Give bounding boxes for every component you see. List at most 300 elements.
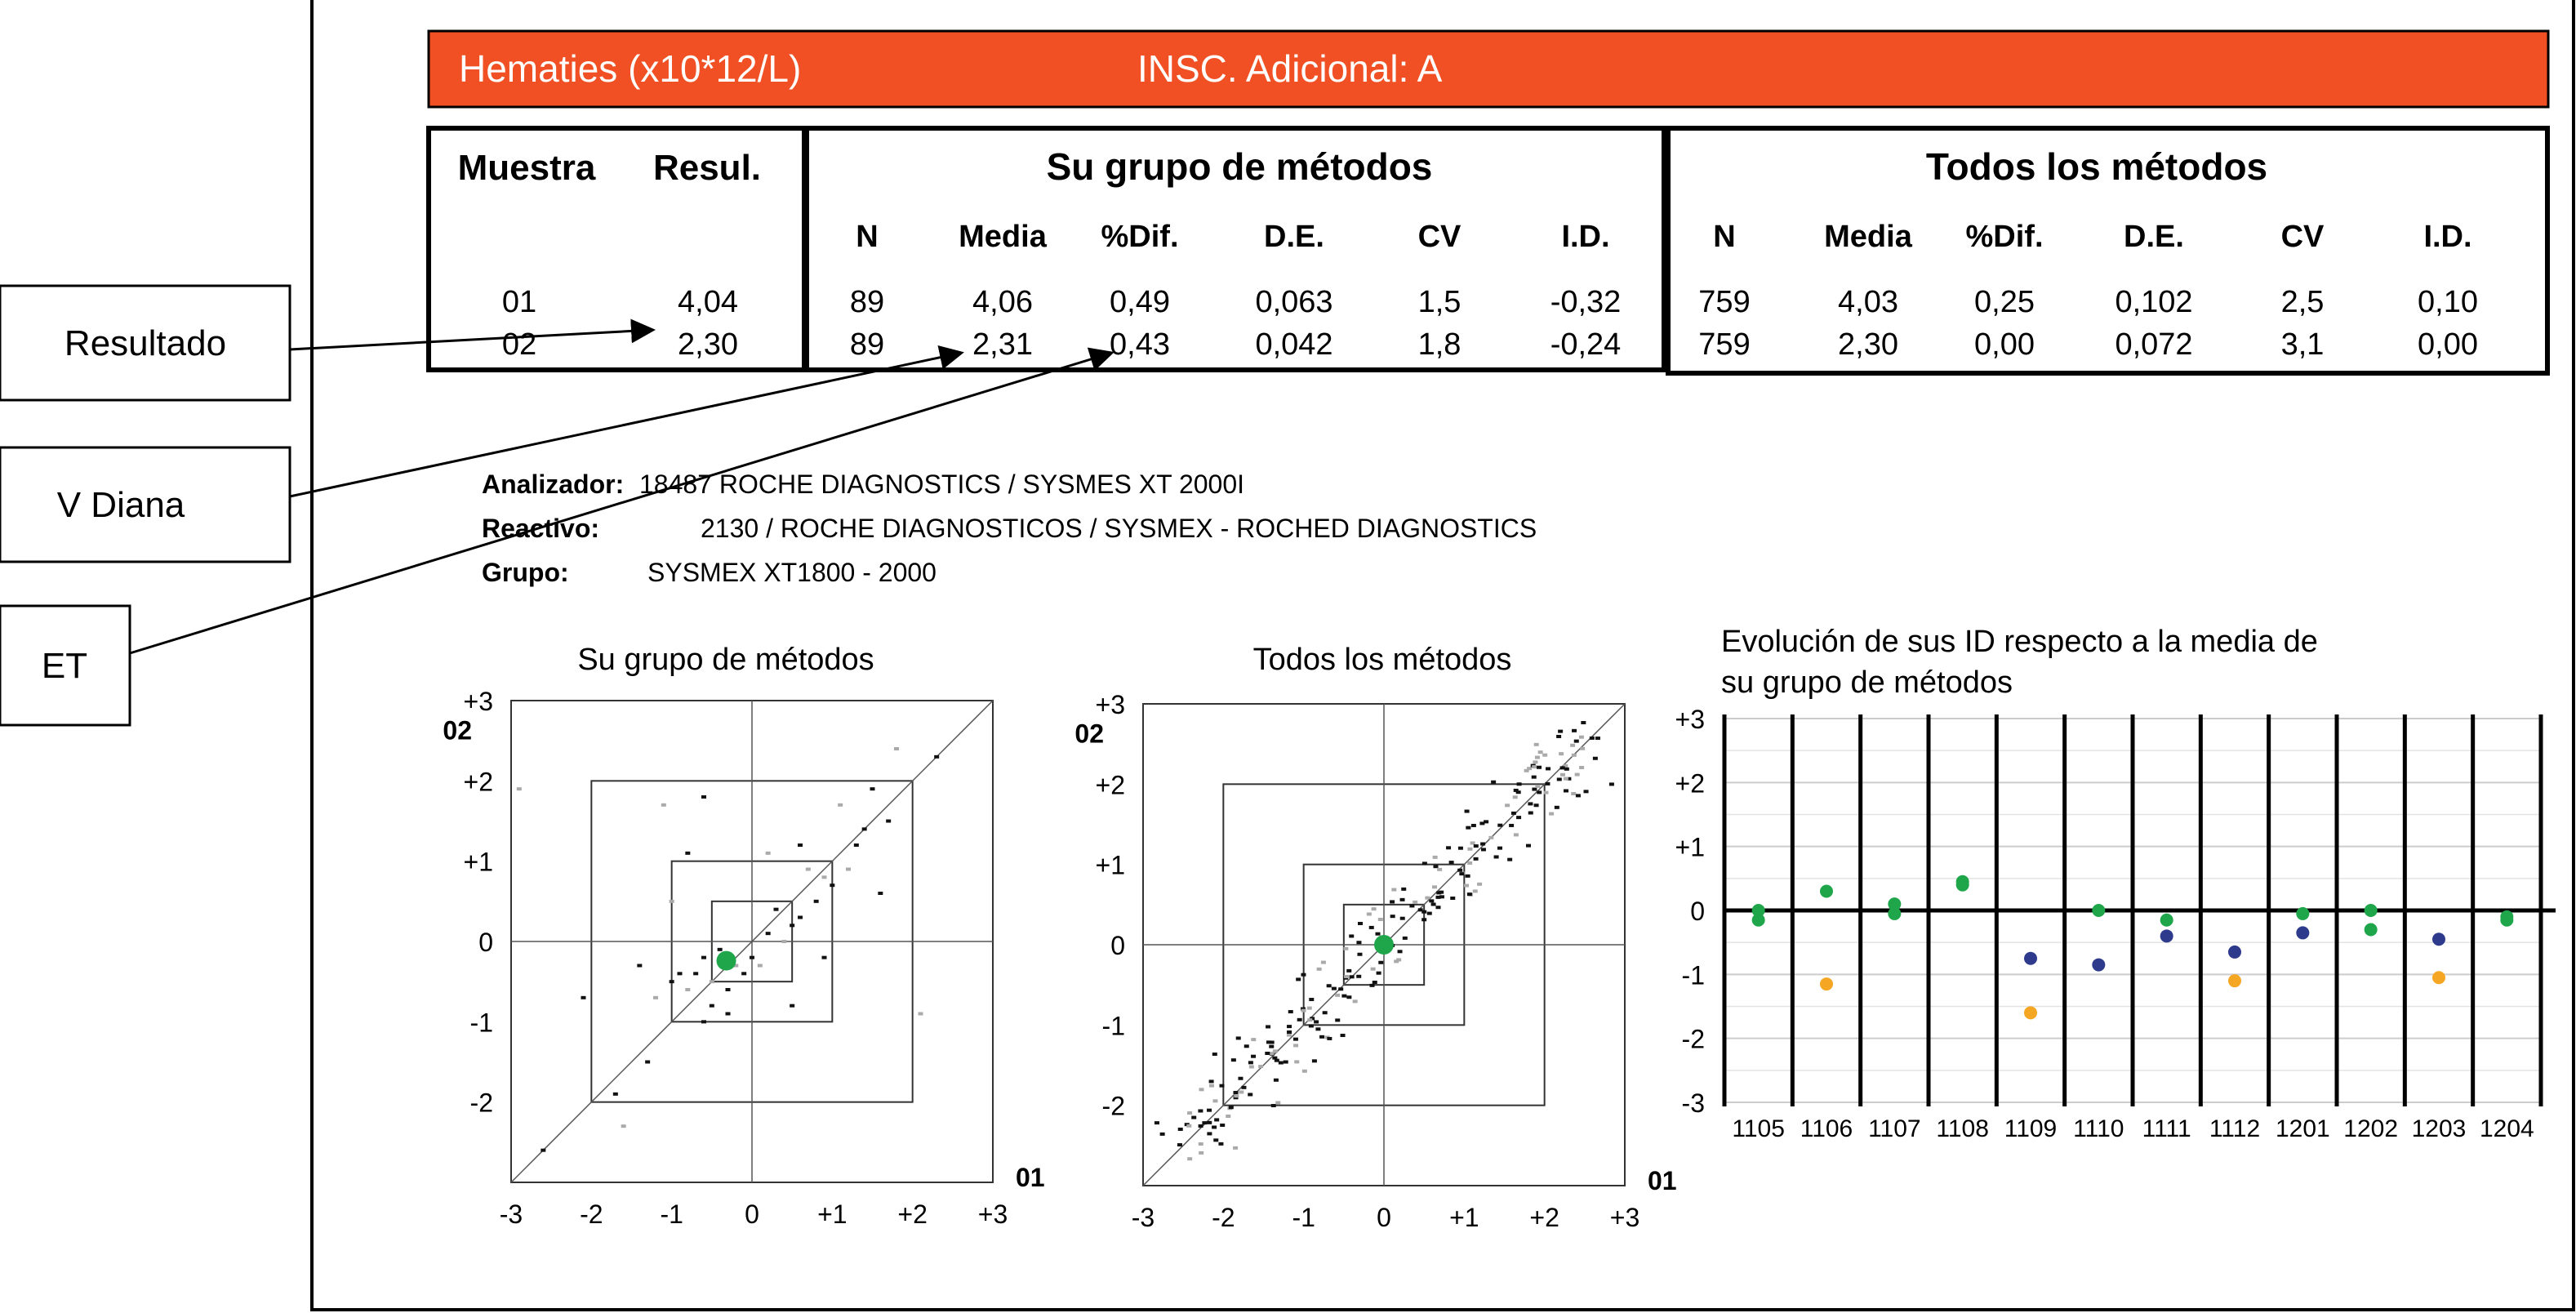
chart-evolucion bbox=[1675, 705, 2556, 1142]
chart2-point bbox=[1394, 959, 1399, 963]
chart2-point bbox=[1191, 1116, 1196, 1119]
chart1-point bbox=[806, 868, 811, 871]
chart3-point-green bbox=[2365, 904, 2378, 917]
chart2-point bbox=[1248, 1061, 1253, 1064]
chart1-point bbox=[701, 956, 706, 959]
chart2-point bbox=[1580, 747, 1585, 750]
chart2-point bbox=[1509, 824, 1514, 827]
chart2-result-point bbox=[1374, 935, 1394, 955]
chart3-point-green bbox=[2365, 924, 2378, 937]
all-table-cells bbox=[1698, 220, 2478, 362]
chart2-point bbox=[1309, 1024, 1314, 1027]
chart2-point bbox=[1477, 883, 1482, 886]
chart2-point bbox=[1564, 777, 1568, 781]
group-cell-1-0: 89 bbox=[849, 327, 885, 362]
chart1-point bbox=[726, 1013, 731, 1016]
chart1-ytick-2: +1 bbox=[463, 847, 493, 877]
chart1-xtick-2: -1 bbox=[660, 1200, 683, 1229]
callout-v-diana: V Diana bbox=[56, 485, 185, 525]
chart2-point bbox=[1470, 841, 1475, 844]
chart2-point bbox=[1198, 1109, 1203, 1112]
chart1-ylabel: 02 bbox=[443, 715, 472, 746]
chart2-point bbox=[1401, 888, 1406, 891]
chart2-point bbox=[1528, 802, 1533, 805]
chart2-point bbox=[1546, 767, 1550, 770]
chart2-point bbox=[1491, 781, 1496, 784]
chart2-point bbox=[1390, 915, 1395, 918]
chart2-point bbox=[1514, 833, 1519, 836]
chart1-point bbox=[701, 1020, 706, 1023]
chart1-ytick-4: -1 bbox=[469, 1008, 493, 1038]
chart2-point bbox=[1319, 1035, 1324, 1039]
chart2-point bbox=[1584, 790, 1589, 793]
chart1-point bbox=[517, 787, 522, 790]
chart1-ytick-3: 0 bbox=[478, 928, 493, 957]
chart2-point bbox=[1488, 836, 1493, 839]
header-muestra: Muestra bbox=[457, 148, 596, 188]
chart2-point bbox=[1403, 937, 1408, 940]
grupo-value: SYSMEX XT1800 - 2000 bbox=[647, 558, 937, 587]
chart2-point bbox=[1226, 1115, 1230, 1118]
chart2-point bbox=[1439, 895, 1444, 898]
chart2-point bbox=[1421, 918, 1426, 921]
chart2-point bbox=[1212, 1053, 1217, 1056]
chart2-point bbox=[1560, 766, 1565, 769]
chart1-result-point bbox=[717, 951, 736, 971]
chart2-point bbox=[1372, 907, 1377, 910]
chart2-ytick-3: 0 bbox=[1110, 931, 1125, 960]
chart2-point bbox=[1287, 1030, 1292, 1034]
all-header-3: D.E. bbox=[2124, 220, 2184, 254]
chart2-point bbox=[1346, 969, 1351, 973]
chart3-point-green bbox=[2500, 914, 2513, 927]
chart2-point bbox=[1538, 750, 1543, 754]
chart1-xtick-5: +2 bbox=[897, 1200, 928, 1229]
chart3-point-blue bbox=[2160, 929, 2173, 942]
analizador-value: 18487 ROCHE DIAGNOSTICS / SYSMES XT 2000I bbox=[639, 470, 1245, 499]
chart2-point bbox=[1238, 1077, 1243, 1080]
all-cell-0-2: 0,25 bbox=[1974, 285, 2035, 319]
chart2-point bbox=[1236, 1036, 1241, 1039]
chart2-xtick-0: -3 bbox=[1131, 1203, 1155, 1232]
chart1-xtick-6: +3 bbox=[977, 1200, 1008, 1229]
chart1-title: Su grupo de métodos bbox=[577, 643, 874, 677]
chart1-ytick-0: +3 bbox=[463, 687, 493, 716]
all-cell-0-3: 0,102 bbox=[2115, 285, 2193, 319]
chart2-point bbox=[1265, 1052, 1270, 1055]
chart2-point bbox=[1349, 934, 1354, 937]
all-cell-1-1: 2,30 bbox=[1838, 327, 1898, 362]
all-cell-0-1: 4,03 bbox=[1838, 285, 1898, 319]
chart2-point bbox=[1233, 1146, 1238, 1150]
chart3-xtick-1105: 1105 bbox=[1732, 1115, 1785, 1142]
chart1-point bbox=[741, 972, 746, 975]
group-cell-0-0: 89 bbox=[849, 285, 885, 319]
chart3-point-green bbox=[2296, 907, 2309, 920]
chart1-point bbox=[710, 1004, 714, 1008]
chart1-xtick-1: -2 bbox=[580, 1200, 603, 1229]
group-header-0: N bbox=[856, 220, 879, 254]
chart1-xtick-4: +1 bbox=[817, 1200, 848, 1229]
chart2-point bbox=[1274, 1079, 1279, 1082]
chart2-point bbox=[1332, 987, 1337, 990]
chart2-point bbox=[1555, 806, 1559, 809]
chart1-ytick-5: -2 bbox=[469, 1088, 493, 1118]
chart2-point bbox=[1378, 961, 1383, 964]
chart2-point bbox=[1327, 1037, 1332, 1040]
group-header-4: CV bbox=[1417, 220, 1462, 254]
chart2-point bbox=[1378, 918, 1383, 921]
chart3-xtick-1108: 1108 bbox=[1936, 1115, 1989, 1142]
chart2-point bbox=[1457, 869, 1462, 872]
all-cell-0-4: 2,5 bbox=[2280, 285, 2325, 319]
all-cell-1-2: 0,00 bbox=[1974, 327, 2035, 362]
all-header-1: Media bbox=[1824, 220, 1912, 254]
group-cell-1-2: 0,43 bbox=[1110, 327, 1170, 362]
chart2-point bbox=[1341, 995, 1346, 998]
chart2-point bbox=[1466, 875, 1470, 878]
chart3-point-green bbox=[1820, 885, 1833, 898]
chart2-point bbox=[1343, 947, 1348, 950]
chart2-point bbox=[1370, 984, 1375, 987]
chart3-ytick-1: +2 bbox=[1675, 768, 1705, 799]
chart2-point bbox=[1418, 908, 1423, 911]
chart2-point bbox=[1248, 1093, 1252, 1096]
chart2-point bbox=[1341, 1034, 1346, 1037]
chart1-point bbox=[830, 883, 834, 887]
chart2-point bbox=[1400, 898, 1405, 901]
grupo-label: Grupo: bbox=[482, 558, 569, 587]
chart1-point bbox=[790, 1004, 794, 1008]
chart2-point bbox=[1557, 777, 1562, 781]
chart1-point bbox=[750, 956, 754, 959]
chart1-point bbox=[790, 924, 794, 927]
chart2-xtick-2: -1 bbox=[1292, 1203, 1315, 1232]
chart3-point-orange bbox=[2024, 1006, 2037, 1019]
chart2-point bbox=[1356, 975, 1361, 978]
chart1-point bbox=[670, 980, 674, 983]
chart2-point bbox=[1371, 968, 1376, 971]
chart2-point bbox=[1400, 917, 1405, 920]
chart2-point bbox=[1535, 785, 1540, 788]
chart2-point bbox=[1209, 1084, 1214, 1088]
chart2-point bbox=[1436, 891, 1441, 894]
chart2-ytick-5: -2 bbox=[1101, 1091, 1125, 1121]
chart2-point bbox=[1432, 885, 1437, 888]
chart3-xtick-1109: 1109 bbox=[2004, 1115, 2058, 1142]
chart3-point-green bbox=[1752, 914, 1765, 927]
reactivo-value: 2130 / ROCHE DIAGNOSTICOS / SYSMEX - ROCHED DIAGNOSTICS bbox=[701, 514, 1537, 543]
chart2-point bbox=[1466, 826, 1470, 830]
chart2-point bbox=[1532, 765, 1537, 768]
chart3-title-line1: Evolución de sus ID respecto a la media de bbox=[1721, 625, 2318, 659]
chart2-point bbox=[1516, 816, 1521, 819]
chart3-ytick-6: -3 bbox=[1681, 1088, 1705, 1118]
chart1-point bbox=[854, 843, 859, 847]
all-cell-0-5: 0,10 bbox=[2418, 285, 2478, 319]
chart2-point bbox=[1558, 730, 1563, 733]
chart2-point bbox=[1528, 812, 1533, 815]
chart2-xtick-3: 0 bbox=[1377, 1203, 1391, 1232]
chart2-point bbox=[1327, 984, 1332, 987]
chart1-xtick-3: 0 bbox=[745, 1200, 759, 1229]
chart2-point bbox=[1367, 912, 1372, 915]
chart2-point bbox=[1218, 1142, 1223, 1146]
chart2-point bbox=[1537, 766, 1542, 769]
chart1-point bbox=[718, 948, 723, 951]
group-cell-1-1: 2,31 bbox=[972, 327, 1033, 362]
chart2-point bbox=[1534, 803, 1539, 807]
chart3-point-green bbox=[2092, 904, 2105, 917]
chart2-point bbox=[1270, 1041, 1275, 1044]
chart2-point bbox=[1249, 1065, 1254, 1068]
chart2-point bbox=[1481, 848, 1486, 851]
chart2-point bbox=[1284, 1061, 1288, 1064]
chart2-point bbox=[1251, 1055, 1256, 1058]
chart2-point bbox=[1446, 846, 1451, 849]
chart2-point bbox=[1376, 932, 1381, 936]
chart1-point bbox=[766, 932, 771, 935]
chart2-point bbox=[1358, 922, 1363, 925]
chart3-point-blue bbox=[2092, 959, 2105, 972]
chart1-point bbox=[661, 803, 666, 807]
chart2-point bbox=[1549, 812, 1554, 816]
chart3-ytick-3: 0 bbox=[1690, 897, 1705, 926]
chart2-point bbox=[1315, 1027, 1320, 1030]
chart2-point bbox=[1544, 791, 1549, 794]
chart2-point bbox=[1413, 901, 1417, 904]
banner-subtitle: INSC. Adicional: A bbox=[1137, 47, 1443, 90]
chart1-point bbox=[934, 755, 939, 759]
chart2-point bbox=[1199, 1151, 1203, 1155]
chart2-ytick-4: -1 bbox=[1101, 1011, 1125, 1041]
chart2-point bbox=[1314, 1020, 1319, 1023]
chart2-point bbox=[1484, 820, 1488, 823]
chart2-point bbox=[1391, 888, 1396, 892]
chart1-xlabel: 01 bbox=[1016, 1163, 1045, 1192]
group-header-3: D.E. bbox=[1264, 220, 1324, 254]
all-cell-1-0: 759 bbox=[1698, 327, 1751, 362]
group-table-title: Su grupo de métodos bbox=[1046, 145, 1433, 188]
chart2-point bbox=[1302, 1070, 1307, 1073]
chart2-point bbox=[1581, 721, 1586, 724]
chart2-point bbox=[1532, 788, 1537, 791]
chart2-point bbox=[1346, 995, 1351, 999]
chart2-point bbox=[1435, 906, 1440, 909]
chart2-title: Todos los métodos bbox=[1252, 643, 1512, 677]
chart-todos bbox=[1074, 690, 1676, 1232]
chart2-point bbox=[1202, 1121, 1207, 1124]
chart2-point bbox=[1429, 899, 1434, 902]
chart2-point bbox=[1271, 1104, 1276, 1107]
chart2-point bbox=[1575, 773, 1580, 777]
chart2-point bbox=[1422, 861, 1427, 865]
chart1-point bbox=[581, 996, 586, 999]
group-table-cells bbox=[850, 220, 1621, 362]
chart3-ytick-2: +1 bbox=[1675, 832, 1705, 862]
chart2-point bbox=[1207, 1109, 1212, 1112]
chart2-point bbox=[1294, 1060, 1299, 1063]
reactivo-label: Reactivo: bbox=[482, 514, 600, 543]
chart2-point bbox=[1369, 926, 1374, 929]
chart2-point bbox=[1309, 998, 1314, 1001]
chart3-xtick-1111: 1111 bbox=[2142, 1115, 2191, 1142]
chart3-title-line2: su grupo de métodos bbox=[1721, 665, 2013, 700]
chart1-point bbox=[838, 803, 843, 807]
chart2-point bbox=[1344, 975, 1349, 978]
chart2-point bbox=[1593, 757, 1598, 760]
chart2-point bbox=[1535, 756, 1540, 759]
chart2-point bbox=[1556, 735, 1561, 738]
chart2-point bbox=[1514, 789, 1519, 792]
chart2-point bbox=[1219, 1084, 1224, 1088]
chart1-point bbox=[766, 852, 771, 855]
chart1-point bbox=[541, 1149, 545, 1152]
chart2-point bbox=[1534, 743, 1539, 746]
chart2-point bbox=[1425, 897, 1430, 900]
chart2-point bbox=[1572, 729, 1577, 732]
chart2-point bbox=[1209, 1079, 1214, 1083]
chart1-point bbox=[798, 916, 803, 919]
chart2-ylabel: 02 bbox=[1074, 719, 1104, 749]
chart2-point bbox=[1293, 1044, 1298, 1047]
chart1-point bbox=[637, 964, 642, 968]
chart3-point-green bbox=[1956, 879, 1969, 892]
chart2-point bbox=[1467, 892, 1472, 896]
chart2-point bbox=[1471, 824, 1476, 827]
chart3-xtick-1203: 1203 bbox=[2411, 1115, 2467, 1142]
arrow-resultado bbox=[290, 330, 653, 349]
group-header-5: I.D. bbox=[1561, 220, 1610, 254]
chart3-xtick-1107: 1107 bbox=[1868, 1115, 1921, 1142]
chart2-point bbox=[1559, 752, 1564, 755]
all-cell-1-5: 0,00 bbox=[2418, 327, 2478, 362]
chart2-point bbox=[1353, 999, 1358, 1003]
chart3-xtick-1110: 1110 bbox=[2073, 1115, 2124, 1142]
group-cell-0-2: 0,49 bbox=[1110, 285, 1170, 319]
chart1-point bbox=[678, 972, 683, 975]
chart2-point bbox=[1507, 858, 1512, 861]
chart1-point bbox=[621, 1124, 626, 1128]
chart2-point bbox=[1177, 1143, 1182, 1146]
chart2-point bbox=[1187, 1111, 1192, 1115]
chart2-point bbox=[1449, 861, 1454, 864]
chart2-point bbox=[1474, 844, 1479, 848]
chart1-point bbox=[870, 787, 875, 790]
chart2-point bbox=[1296, 977, 1301, 981]
chart2-point bbox=[1207, 1121, 1212, 1124]
chart2-point bbox=[1579, 736, 1584, 739]
chart3-point-blue bbox=[2024, 952, 2037, 965]
chart2-xtick-1: -2 bbox=[1212, 1203, 1235, 1232]
chart2-point bbox=[1234, 1094, 1239, 1097]
chart3-xtick-1112: 1112 bbox=[2209, 1115, 2261, 1142]
chart2-point bbox=[1537, 790, 1542, 794]
chart2-point bbox=[1297, 1018, 1302, 1021]
all-header-5: I.D. bbox=[2423, 220, 2472, 254]
chart2-point bbox=[1186, 1124, 1191, 1128]
chart2-point bbox=[1409, 904, 1414, 907]
chart2-point bbox=[1251, 1038, 1256, 1041]
chart2-point bbox=[1526, 844, 1531, 848]
chart1-xtick-0: -3 bbox=[499, 1200, 523, 1229]
chart2-point bbox=[1609, 782, 1614, 786]
chart1-point bbox=[613, 1093, 618, 1096]
chart1-point bbox=[645, 1061, 650, 1064]
group-cell-1-5: -0,24 bbox=[1550, 327, 1622, 362]
sample-02: 02 bbox=[501, 327, 537, 362]
all-cell-1-4: 3,1 bbox=[2280, 327, 2325, 362]
chart1-point bbox=[726, 988, 731, 991]
chart2-point bbox=[1275, 1059, 1279, 1062]
chart2-xtick-5: +2 bbox=[1529, 1203, 1559, 1232]
chart1-point bbox=[894, 747, 899, 750]
chart1-point bbox=[758, 964, 763, 968]
chart2-point bbox=[1590, 737, 1595, 740]
chart2-point bbox=[1301, 973, 1306, 977]
chart2-point bbox=[1212, 1099, 1217, 1102]
chart2-point bbox=[1511, 812, 1516, 815]
chart2-point bbox=[1433, 856, 1438, 859]
chart2-point bbox=[1533, 760, 1537, 763]
chart2-point bbox=[1464, 883, 1469, 887]
chart2-point bbox=[1338, 987, 1343, 990]
chart2-point bbox=[1323, 1011, 1328, 1014]
chart2-point bbox=[1571, 792, 1576, 795]
chart3-ytick-4: -1 bbox=[1681, 960, 1705, 990]
chart1-point bbox=[886, 820, 891, 823]
chart1-point bbox=[846, 868, 851, 871]
result-02: 2,30 bbox=[678, 327, 738, 362]
chart1-point bbox=[919, 1013, 923, 1016]
group-cell-0-5: -0,32 bbox=[1550, 285, 1622, 319]
chart2-point bbox=[1356, 941, 1361, 944]
chart2-point bbox=[1301, 1009, 1306, 1013]
all-header-4: CV bbox=[2280, 220, 2325, 254]
chart2-point bbox=[1574, 740, 1579, 743]
chart2-point bbox=[1437, 868, 1442, 871]
chart3-point-blue bbox=[2228, 946, 2241, 959]
chart2-point bbox=[1532, 776, 1537, 779]
group-cell-1-4: 1,8 bbox=[1417, 327, 1462, 362]
chart2-point bbox=[1288, 1010, 1293, 1013]
chart1-point bbox=[774, 908, 779, 911]
chart2-point bbox=[1258, 1065, 1263, 1068]
chart2-point bbox=[1241, 1086, 1246, 1089]
chart2-xtick-6: +3 bbox=[1609, 1203, 1640, 1232]
chart2-point bbox=[1467, 861, 1472, 865]
chart2-point bbox=[1287, 1025, 1292, 1028]
chart2-point bbox=[1212, 1125, 1217, 1128]
group-cell-0-1: 4,06 bbox=[972, 285, 1033, 319]
chart2-point bbox=[1497, 824, 1502, 827]
chart3-point-blue bbox=[2432, 932, 2445, 946]
chart3-ytick-0: +3 bbox=[1675, 705, 1705, 734]
chart1-point bbox=[878, 892, 883, 895]
chart2-point bbox=[1473, 889, 1478, 892]
chart3-point-green bbox=[2160, 914, 2173, 927]
chart2-point bbox=[1199, 1142, 1203, 1146]
chart2-point bbox=[1433, 865, 1438, 868]
chart3-xtick-1202: 1202 bbox=[2343, 1115, 2399, 1142]
chart2-point bbox=[1244, 1044, 1249, 1048]
chart2-point bbox=[1474, 857, 1479, 861]
chart2-point bbox=[1576, 794, 1581, 797]
chart2-point bbox=[1459, 872, 1464, 875]
chart2-point bbox=[1199, 1124, 1203, 1128]
chart2-point bbox=[1273, 1049, 1278, 1053]
chart-su-grupo bbox=[443, 687, 1044, 1229]
